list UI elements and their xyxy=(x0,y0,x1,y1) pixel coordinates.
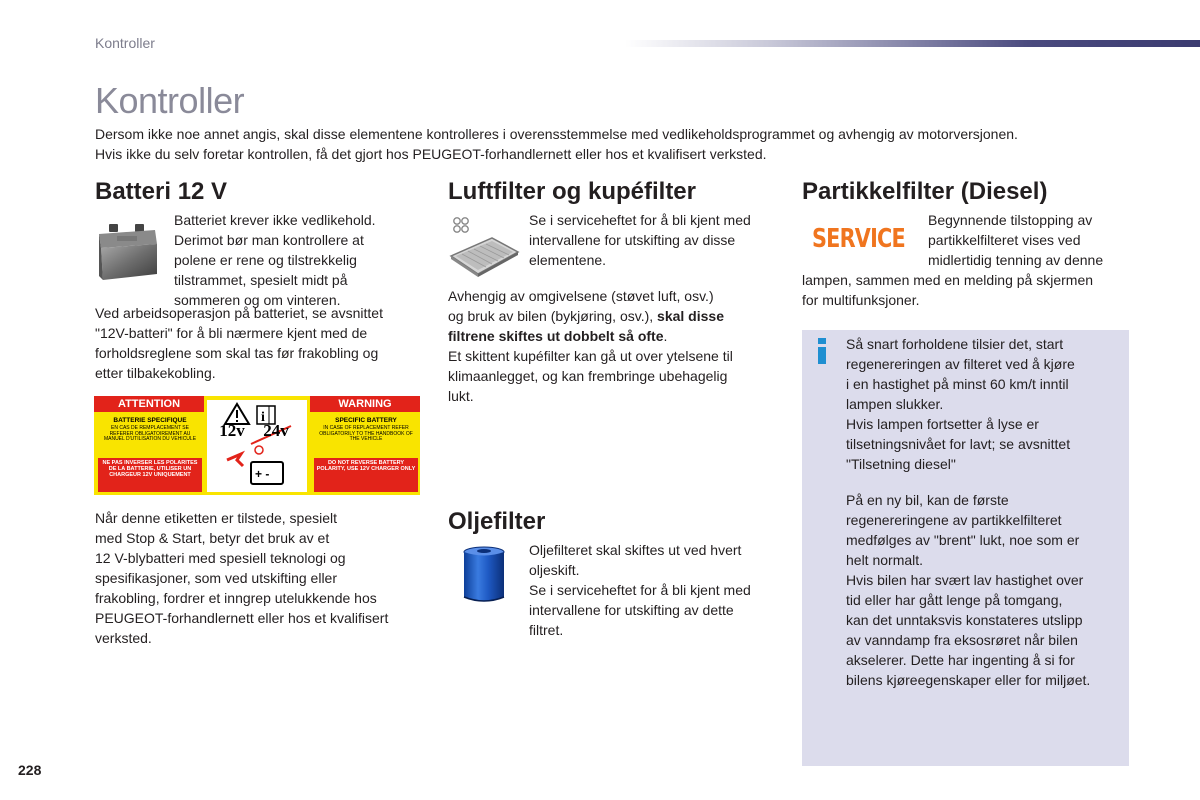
text-line: helt normalt. xyxy=(846,552,924,568)
text-span: . xyxy=(663,328,668,344)
text-line: spesifikasjoner, som ved utskifting eller xyxy=(95,570,337,586)
label-12v: 12v xyxy=(219,421,245,440)
text-line: etter tilbakekobling. xyxy=(95,365,216,381)
particle-image-text xyxy=(928,210,1138,270)
info-icon-stem xyxy=(818,347,826,364)
page-number: 228 xyxy=(18,762,42,778)
text-line: intervallene for utskifting av disse xyxy=(529,232,736,248)
text-line: oljeskift. xyxy=(529,562,580,578)
text-line: Et skittent kupéfilter kan gå ut over ytelsene til xyxy=(448,348,733,364)
text-line: Ved arbeidsoperasjon på batteriet, se avsnittet xyxy=(95,305,383,321)
text-line: regenereringen av filteret ved å kjøre xyxy=(846,356,1075,372)
en-text: IN CASE OF REPLACEMENT REFER OBLIGATORILY TO THE HANDBOOK OF THE VEHICLE xyxy=(319,425,413,442)
fr-text: EN CAS DE REMPLACEMENT SE REFERER OBLIGATOIREMENT AU MANUEL D'UTILISATION DU VEHICULE xyxy=(103,425,197,442)
text-bold: filtrene skiftes ut dobbelt så ofte xyxy=(448,328,664,344)
info-icon xyxy=(815,338,831,364)
info-icon-dot xyxy=(818,338,826,344)
text-line: PEUGEOT-forhandlernett eller hos et kvalifisert xyxy=(95,610,389,626)
text-line: lampen slukker. xyxy=(846,396,944,412)
text-line: bilens kjøreegenskaper eller for miljøet. xyxy=(846,672,1091,688)
text-line: Hvis lampen fortsetter å lyse er xyxy=(846,416,1039,432)
battery-warning-label xyxy=(94,396,420,495)
battery-image-text xyxy=(174,210,414,310)
text-line: tilsetningsnivået for lavt; se avsnittet xyxy=(846,436,1071,452)
text-span: og bruk av bilen (bykjøring, osv.), xyxy=(448,308,658,324)
text-line: Derimot bør man kontrollere at xyxy=(174,232,364,248)
text-line: Se i serviceheftet for å bli kjent med xyxy=(529,582,751,598)
airfilter-image-text xyxy=(529,210,789,270)
info-block-1 xyxy=(846,334,1126,474)
text-line: polene er rene og tilstrekkelig xyxy=(174,252,357,268)
text-line: filtret. xyxy=(529,622,564,638)
airfilter-paragraph-2 xyxy=(448,286,788,406)
page-title: Kontroller xyxy=(95,80,245,121)
label-24v: 24v xyxy=(263,421,289,440)
particle-heading: Partikkelfilter (Diesel) xyxy=(802,178,1048,205)
attention-text: ATTENTION xyxy=(117,398,181,410)
text-line: regenereringene av partikkelfilteret xyxy=(846,512,1062,528)
text-bold: skal disse xyxy=(657,308,724,324)
oilfilter-heading: Oljefilter xyxy=(448,508,546,535)
text-line: midlertidig tenning av denne xyxy=(928,252,1104,268)
text-line: 12 V-blybatteri med spesiell teknologi og xyxy=(95,550,346,566)
airfilter-heading: Luftfilter og kupéfilter xyxy=(448,178,696,205)
en-title: SPECIFIC BATTERY xyxy=(335,417,397,424)
en-warn-text: DO NOT REVERSE BATTERY POLARITY, USE 12V CHARGER ONLY xyxy=(316,460,416,473)
intro-line: Dersom ikke noe annet angis, skal disse elementene kontrolleres i overensstemmelse med vedlikeholdsprogrammet og avhengig av motorversjonen. xyxy=(95,126,1018,142)
text-line: På en ny bil, kan de første xyxy=(846,492,1009,508)
intro-line: Hvis ikke du selv foretar kontrollen, få det gjort hos PEUGEOT-forhandlernett eller hos et kvalifisert verksted. xyxy=(95,146,767,162)
text-line: kan det unntaksvis konstateres utslipp xyxy=(846,612,1083,628)
text-line: Så snart forholdene tilsier det, start xyxy=(846,336,1064,352)
text-line: verksted. xyxy=(95,630,152,646)
text-line xyxy=(448,326,788,346)
battery-icon xyxy=(95,222,160,282)
oil-filter-icon xyxy=(460,545,508,607)
text-line: tid eller har gått lenge på tomgang, xyxy=(846,592,1063,608)
battery-heading: Batteri 12 V xyxy=(95,178,228,205)
text-line: klimaanlegget, og kan frembringe ubehagelig xyxy=(448,368,728,384)
battery-paragraph-2 xyxy=(95,303,425,383)
text-line: lukt. xyxy=(448,388,474,404)
text-line: frakobling, fordrer et inngrep utelukkende hos xyxy=(95,590,377,606)
text-line: intervallene for utskifting av dette xyxy=(529,602,734,618)
text-line xyxy=(448,306,788,326)
particle-full-text xyxy=(802,270,1142,310)
header-section-label: Kontroller xyxy=(95,35,155,51)
warning-triangle-icon xyxy=(207,400,307,492)
text-line: sommeren og om vinteren. xyxy=(174,292,341,308)
text-line: Når denne etiketten er tilstede, spesielt xyxy=(95,510,338,526)
text-line: Begynnende tilstopping av xyxy=(928,212,1093,228)
fr-title: BATTERIE SPECIFIQUE xyxy=(113,417,187,424)
text-line: "12V-batteri" for å bli nærmere kjent med de xyxy=(95,325,368,341)
text-line: elementene. xyxy=(529,252,607,268)
info-block-2 xyxy=(846,490,1131,690)
text-line: for multifunksjoner. xyxy=(802,292,920,308)
text-line: forholdsreglene som skal tas før frakobling og xyxy=(95,345,379,361)
oilfilter-text xyxy=(529,540,789,640)
svg-text:+ -: + - xyxy=(255,467,270,481)
header-bar xyxy=(625,40,1200,47)
text-line: Avhengig av omgivelsene (støvet luft, osv.) xyxy=(448,288,714,304)
text-line: tilstrammet, spesielt midt på xyxy=(174,272,348,288)
air-filter-icon xyxy=(448,212,520,278)
text-line: akselerer. Dette har ingenting å si for xyxy=(846,652,1075,668)
battery-paragraph-3 xyxy=(95,508,430,648)
text-line: med Stop & Start, betyr det bruk av et xyxy=(95,530,330,546)
text-line: Hvis bilen har svært lav hastighet over xyxy=(846,572,1084,588)
text-line: i en hastighet på minst 60 km/t inntil xyxy=(846,376,1069,392)
text-line: medfølges av "brent" lukt, noe som er xyxy=(846,532,1080,548)
svg-text:i: i xyxy=(261,410,265,425)
intro-text xyxy=(95,124,1135,164)
service-warning-icon: SERVICE xyxy=(812,224,905,254)
text-line: lampen, sammen med en melding på skjermen xyxy=(802,272,1094,288)
text-line: Se i serviceheftet for å bli kjent med xyxy=(529,212,751,228)
text-line: "Tilsetning diesel" xyxy=(846,456,956,472)
text-line: partikkelfilteret vises ved xyxy=(928,232,1081,248)
warning-text: WARNING xyxy=(338,398,392,410)
text-line: Oljefilteret skal skiftes ut ved hvert xyxy=(529,542,742,558)
fr-warn-text: NE PAS INVERSER LES POLARITES DE LA BATTERIE, UTILISER UN CHARGEUR 12V UNIQUEMENT xyxy=(102,460,198,479)
text-line: Batteriet krever ikke vedlikehold. xyxy=(174,212,376,228)
text-line: av vanndamp fra eksosrøret når bilen xyxy=(846,632,1078,648)
